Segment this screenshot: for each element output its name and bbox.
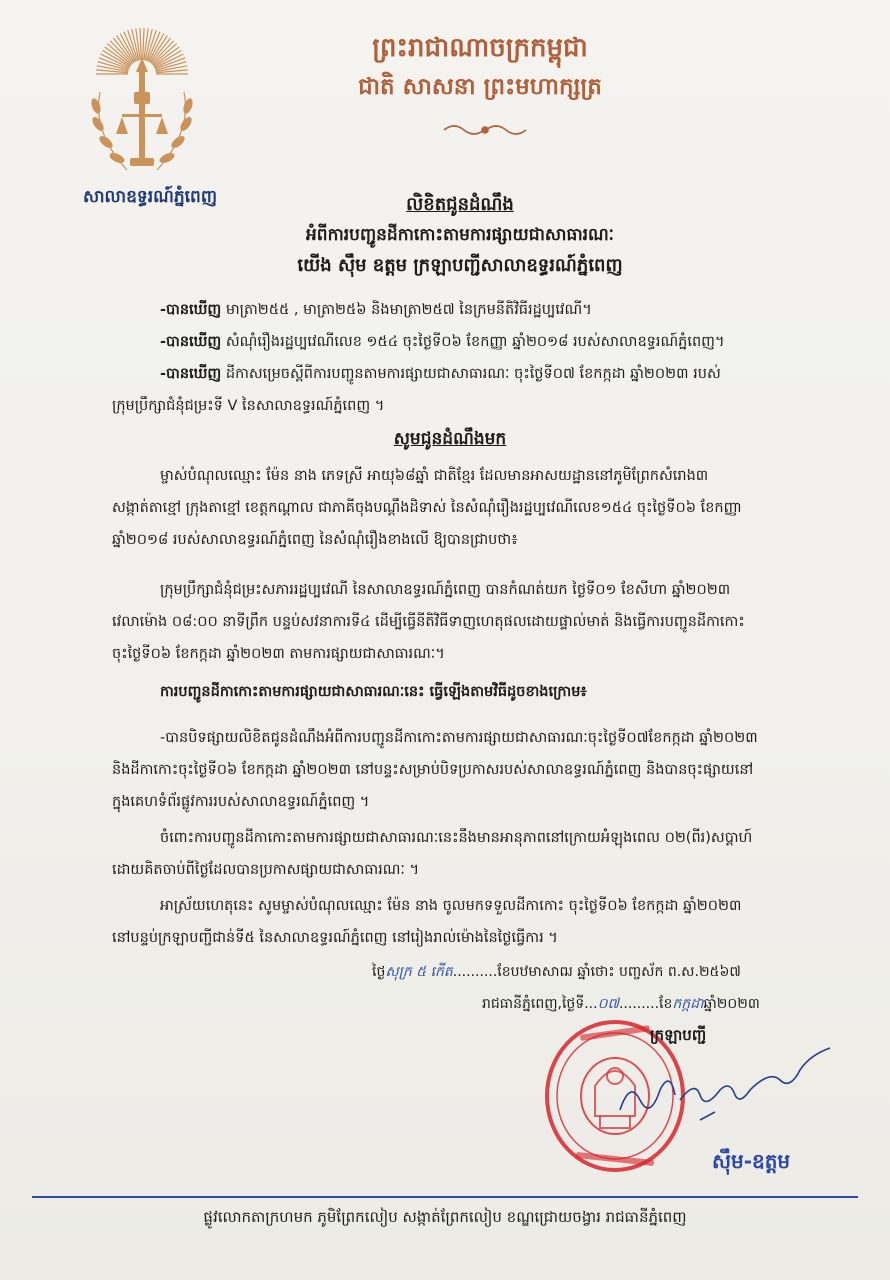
paragraph-line: ឆ្នាំ២០១៨ របស់សាលាឧទ្ធរណ៍ភ្នំពេញ នៃសំណុំរឿងខាងលើ ឱ្យបានជ្រាបថា៖ <box>112 532 518 548</box>
lunar-date <box>372 962 741 983</box>
seen-clause <box>112 294 852 326</box>
ornament-divider-icon <box>440 120 530 140</box>
paragraph-line: -បានបិទផ្សាយលិខិតជូនដំណឹងអំពីការបញ្ជូនដីកាកោះតាមការផ្សាយជាសាធារណៈចុះថ្ងៃទី០៧ខែកក្កដា ឆ្នាំ២០២៣ <box>160 730 758 746</box>
paragraph-line: ការបញ្ជូនដីកាកោះតាមការផ្សាយជាសាធារណៈនេះ ធ្វើឡើងតាមវិធីដូចខាងក្រោម៖ <box>160 684 587 700</box>
lunar-handwritten: សុក្រ ៥ កើត <box>385 964 453 980</box>
national-motto: ជាតិ សាសនា ព្រះមហាក្សត្រ <box>358 73 602 100</box>
solar-day-handwritten: ០៧ <box>597 996 619 1012</box>
footer-address: ផ្លូវលោកតាក្រហមក ភូមិព្រែកលៀប សង្កាត់ព្រែកលៀប ខណ្ឌជ្រោយចង្វារ រាជធានីភ្នំពេញ <box>203 1208 687 1226</box>
seen-text: ដីកាសម្រេចស្តីពីការបញ្ជូនតាមការផ្សាយជាសាធារណៈ ចុះថ្ងៃទី០៧ ខែកក្កដា ឆ្នាំ២០២៣ របស់ <box>221 366 721 382</box>
solar-mid: .........ខែ <box>618 996 673 1012</box>
kingdom-heading <box>300 30 660 104</box>
paragraph-line: ចុះថ្ងៃទី០៦ ខែកក្កដា ឆ្នាំ២០២៣ តាមការផ្សាយជាសាធារណៈ។ <box>112 646 445 662</box>
handwritten-signature <box>600 1040 840 1130</box>
paragraph-3 <box>112 676 852 708</box>
paragraph-5 <box>112 822 852 886</box>
seen-text: មាត្រា២៥៥ , មាត្រា២៥៦ និងមាត្រា២៥៧ នៃក្រមនីតិវិធីរដ្ឋប្បវេណី។ <box>221 302 592 318</box>
paragraph-line: វេលាម៉ោង ០៨:០០ នាទីព្រឹក បន្ទប់សវនាការទី៤ ដើម្បីធ្វើនីតិវិធីទាញហេតុផលដោយផ្ទាល់មាត់ និងធ្វើការបញ្ជូនដីកាកោះ <box>112 614 745 630</box>
solar-month-handwritten: កក្កដា <box>672 996 704 1012</box>
issuer-line: យើង ស៊ឹម ឧត្តម ក្រឡាបញ្ជីសាលាឧទ្ធរណ៍ភ្នំពេញ <box>297 255 623 276</box>
seen-lead: -បានឃើញ <box>160 334 222 350</box>
seen-clause <box>112 326 852 358</box>
title-block <box>160 190 760 282</box>
paragraph-line: ម្ចាស់បំណុលឈ្មោះ ម៉ែន នាង ភេទស្រី អាយុ៦៨ឆ្នាំ ជាតិខ្មែរ ដែលមានអាសយដ្ឋាននៅភូមិព្រែកសំរោង៣ <box>160 468 709 484</box>
paragraph-6 <box>112 890 852 954</box>
paragraph-2 <box>112 574 852 670</box>
paragraph-4 <box>112 722 852 818</box>
paragraph-line: សង្កាត់តាខ្មៅ ក្រុងតាខ្មៅ ខេត្តកណ្ដាល ជាភាគីចុងបណ្ដឹងដិទាស់ នៃសំណុំរឿងរដ្ឋប្បវេណីលេខ១៥៤ ចុះថ្ងៃទី០៦ ខែកញ្ញា <box>112 500 742 516</box>
seen-clause-continuation: ក្រុមប្រឹក្សាជំនុំជម្រះទី V នៃសាលាឧទ្ធរណ៍ភ្នំពេញ ។ <box>112 398 385 414</box>
seen-clause <box>112 358 852 390</box>
paragraph-line: អាស្រ័យហេតុនេះ សូមម្ចាស់បំណុលឈ្មោះ ម៉ែន នាង ចូលមកទទួលដីកាកោះ ចុះថ្ងៃទី០៦ ខែកក្កដា ឆ្នាំ២០២៣ <box>160 898 742 914</box>
paragraph-line: ក្នុងគេហទំព័រផ្លូវការរបស់សាលាឧទ្ធរណ៍ភ្នំពេញ ។ <box>112 794 370 810</box>
paragraph-line: ដោយគិតចាប់ពីថ្ងៃដែលបានប្រកាសផ្សាយជាសាធារណៈ ។ <box>112 862 420 878</box>
court-name: សាលាឧទ្ធរណ៍ភ្នំពេញ <box>82 187 218 207</box>
seen-clauses <box>112 294 852 422</box>
kingdom-name: ព្រះរាជាណាចក្រកម្ពុជា <box>372 33 588 63</box>
paragraph-line: ចំពោះការបញ្ជូនដីកាកោះតាមការផ្សាយជាសាធារណៈនេះនឹងមានអានុភាពនៅក្រោយអំឡុងពេល ០២(ពីរ)សប្ដាហ៍ <box>160 830 753 846</box>
lunar-rest: ..........ខែបឋមាសាឍ ឆ្នាំថោះ បញ្ចស័ក ព.ស.២៥៦៧ <box>452 964 741 980</box>
lunar-prefix: ថ្ងៃ <box>372 964 386 980</box>
seen-text: សំណុំរឿងរដ្ឋប្បវេណីលេខ ១៥៤ ចុះថ្ងៃទី០៦ ខែកញ្ញា ឆ្នាំ២០១៨ របស់សាលាឧទ្ធរណ៍ភ្នំពេញ។ <box>221 334 725 350</box>
solar-prefix: រាជធានីភ្នំពេញ,ថ្ងៃទី... <box>482 996 598 1012</box>
paragraph-line: ក្រុមប្រឹក្សាជំនុំជម្រះសភាររដ្ឋប្បវេណី នៃសាលាឧទ្ធរណ៍ភ្នំពេញ បានកំណត់យក ថ្ងៃទី០១ ខែសីហា ឆ្នាំ២០២៣ <box>160 582 731 598</box>
seen-lead: -បានឃើញ <box>160 302 222 318</box>
solar-date <box>482 994 760 1015</box>
document-title: លិខិតជូនដំណឹង <box>406 194 514 215</box>
document-subject: អំពីការបញ្ជូនដីកាកោះតាមការផ្សាយជាសាធារណៈ <box>305 225 614 245</box>
paragraph-1 <box>112 460 852 556</box>
solar-year: ឆ្នាំ២០២៣ <box>703 996 760 1012</box>
seen-lead: -បានឃើញ <box>160 366 222 382</box>
section-heading: សូមជូនដំណឹងមក <box>393 429 507 449</box>
footer-divider <box>32 1196 858 1198</box>
court-emblem-icon <box>82 22 202 180</box>
signer-name: ស៊ឹម-ឧត្តម <box>712 1149 791 1173</box>
signatory-title: ក្រឡាបញ្ជី <box>650 1026 707 1044</box>
paragraph-line: និងដីកាកោះចុះថ្ងៃទី០៦ ខែកក្កដា ឆ្នាំ២០២៣ នៅបន្ទះសម្រាប់បិទប្រកាសរបស់សាលាឧទ្ធរណ៍ភ្នំពេញ និងបានចុះផ្សាយនៅ <box>112 762 754 778</box>
paragraph-line: នៅបន្ទប់ក្រឡាបញ្ជីជាន់ទី៥ នៃសាលាឧទ្ធរណ៍ភ្នំពេញ នៅរៀងរាល់ម៉ោងនៃថ្ងៃធ្វើការ ។ <box>112 930 558 946</box>
